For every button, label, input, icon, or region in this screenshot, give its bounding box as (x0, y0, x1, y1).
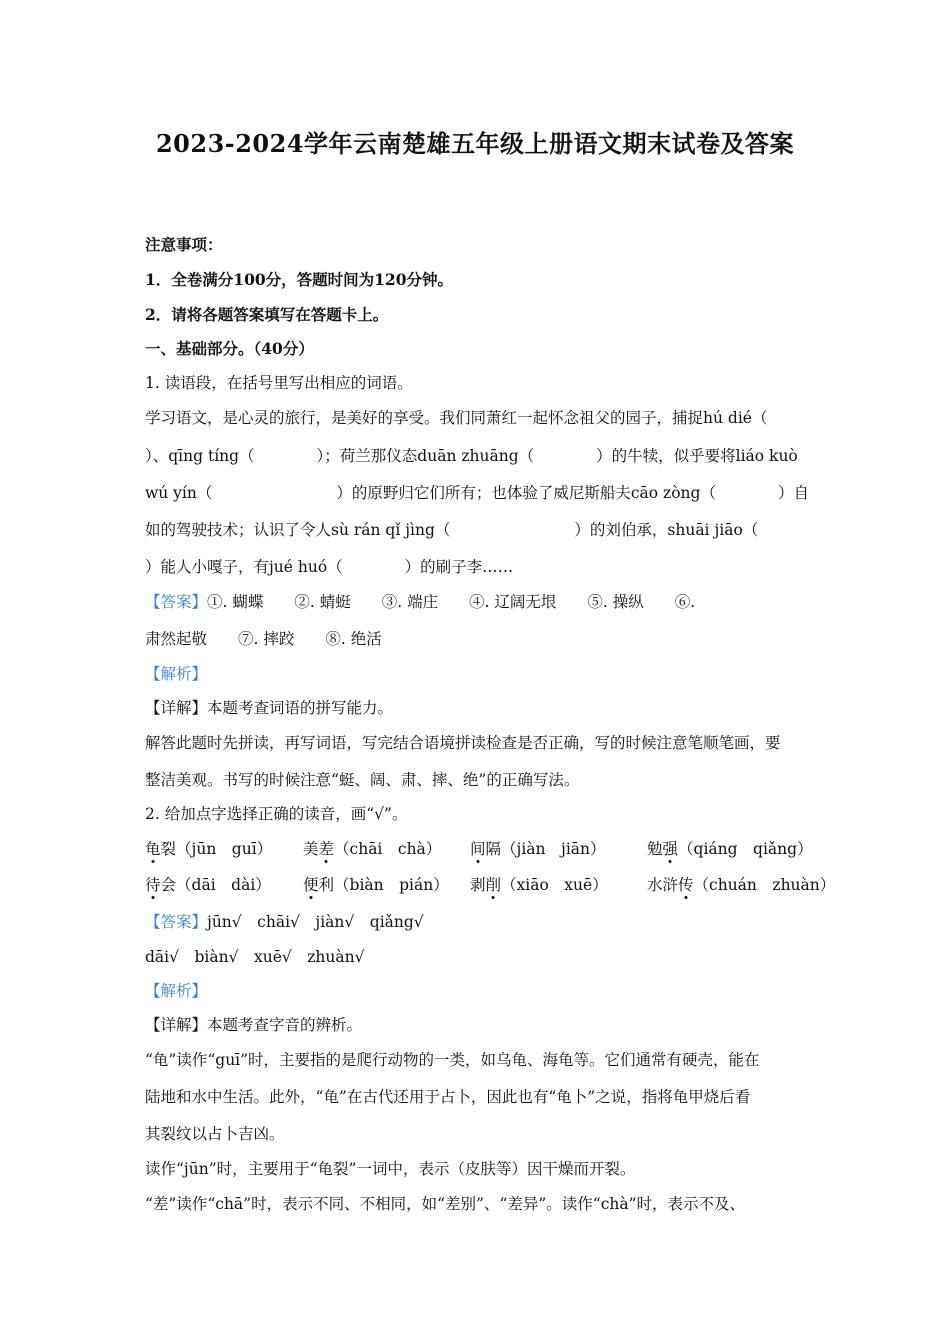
q2-explain: “龟”读作“guī”时，主要指的是爬行动物的一类，如乌龟、海龟等。它们通常有硬壳，能在 (145, 1051, 760, 1069)
word-part: 隔 (485, 840, 502, 858)
q1-passage-line: 如的驾驶技术；认识了令人sù rán qǐ jìng（ ）的刘伯承，shuāi jiāo（ (145, 521, 759, 539)
word-part: 差 (318, 840, 335, 858)
word-part: 剥 (470, 876, 486, 894)
q2-explain: 陆地和水中生活。此外，“龟”在古代还用于占卜，因此也有“龟卜”之说，指将龟甲烧后看 (145, 1088, 751, 1106)
q1-passage-line: ）能人小嘎子，有jué huó（ ）的刷子李…… (145, 558, 514, 576)
q2-explain: 读作“jūn”时，主要用于“龟裂”一词中，表示（皮肤等）因干燥而开裂。 (145, 1160, 636, 1178)
pronunciation-item (145, 873, 271, 895)
q2-answer (145, 910, 815, 932)
note-1: 1．全卷满分100分，答题时间为120分钟。 (145, 270, 453, 289)
pronunciation-item (145, 837, 272, 859)
word-part: 裂 (160, 840, 177, 858)
q2-explain: “差”读作“chā”时，表示不同、不相同，如“差别”、“差异”。读作“chà”时，表示不及、 (145, 1195, 746, 1213)
notes-heading: 注意事项： (145, 235, 223, 254)
pinyin-options: （jūn guī） (176, 840, 273, 858)
word-part: 会 (160, 876, 177, 894)
word-part: 利 (318, 876, 335, 894)
answer-text: ①. 蝴蝶 ②. 蜻蜓 ③. 端庄 ④. 辽阔无垠 ⑤. 操纵 ⑥. (207, 593, 696, 611)
pinyin-options: （xiāo xuē） (501, 876, 608, 894)
pronunciation-item (470, 837, 606, 859)
pronunciation-item (647, 873, 835, 895)
word-part: 削 (485, 876, 502, 894)
pinyin-options: （qiáng qiǎng） (678, 840, 813, 858)
pinyin-options: （chuán zhuàn） (693, 876, 836, 894)
q1-detail: 【详解】本题考查词语的拼写能力。 (145, 699, 394, 717)
word-part: 传 (678, 876, 694, 894)
answer-label: 【答案】 (145, 593, 208, 611)
q1-answer (145, 590, 815, 612)
q1-prompt: 1. 读语段，在括号里写出相应的词语。 (145, 374, 413, 392)
q1-passage-line: ）、qīng tíng（ ）；荷兰那仪态duān zhuāng（ ）的牛犊，似乎要将liáo kuò (145, 447, 798, 465)
pinyin-options: （biàn pián） (334, 876, 449, 894)
pronunciation-item (303, 873, 449, 895)
document-title: 2023-2024学年云南楚雄五年级上册语文期末试卷及答案 (155, 129, 795, 158)
pronunciation-item (647, 837, 813, 859)
word-part: 间 (470, 840, 486, 858)
word-part: 美 (303, 840, 319, 858)
q1-answer-cont: 肃然起敬 ⑦. 摔跤 ⑧. 绝活 (145, 630, 382, 648)
pronunciation-item (470, 873, 608, 895)
q1-explain: 解答此题时先拼读，再写词语，写完结合语境拼读检查是否正确，写的时候注意笔顺笔画，要 (145, 734, 781, 752)
pronunciation-item (303, 837, 441, 859)
q1-explain: 整洁美观。书写的时候注意“蜓、阔、肃、摔、绝”的正确写法。 (145, 771, 580, 789)
pinyin-options: （jiàn jiān） (501, 840, 606, 858)
q2-detail: 【详解】本题考查字音的辨析。 (145, 1016, 363, 1034)
pinyin-options: （dāi dài） (176, 876, 271, 894)
q1-analysis-label: 【解析】 (145, 665, 208, 683)
section-heading: 一、基础部分。（40分） (145, 339, 314, 358)
q1-passage-line: wú yín（ ）的原野归它们所有；也体验了威尼斯船夫cāo zòng（ ）自 (145, 484, 809, 502)
answer-text: jūn√ chāi√ jiàn√ qiǎng√ (207, 913, 424, 931)
q2-prompt: 2. 给加点字选择正确的读音，画“√”。 (145, 805, 408, 823)
word-part: 便 (303, 876, 319, 894)
word-part: 水浒 (647, 876, 679, 894)
q2-explain: 其裂纹以占卜吉凶。 (145, 1125, 285, 1143)
word-part: 勉 (647, 840, 663, 858)
word-part: 龟 (145, 840, 161, 858)
pinyin-options: （chāi chà） (334, 840, 442, 858)
q1-passage-line: 学习语文，是心灵的旅行，是美好的享受。我们同萧红一起怀念祖父的园子，捕捉hú dié（ (145, 409, 768, 427)
note-2: 2．请将各题答案填写在答题卡上。 (145, 305, 389, 324)
q2-answer-cont: dāi√ biàn√ xuē√ zhuàn√ (145, 948, 365, 966)
q2-analysis-label: 【解析】 (145, 982, 208, 1000)
answer-label: 【答案】 (145, 913, 208, 931)
word-part: 待 (145, 876, 161, 894)
word-part: 强 (662, 840, 679, 858)
